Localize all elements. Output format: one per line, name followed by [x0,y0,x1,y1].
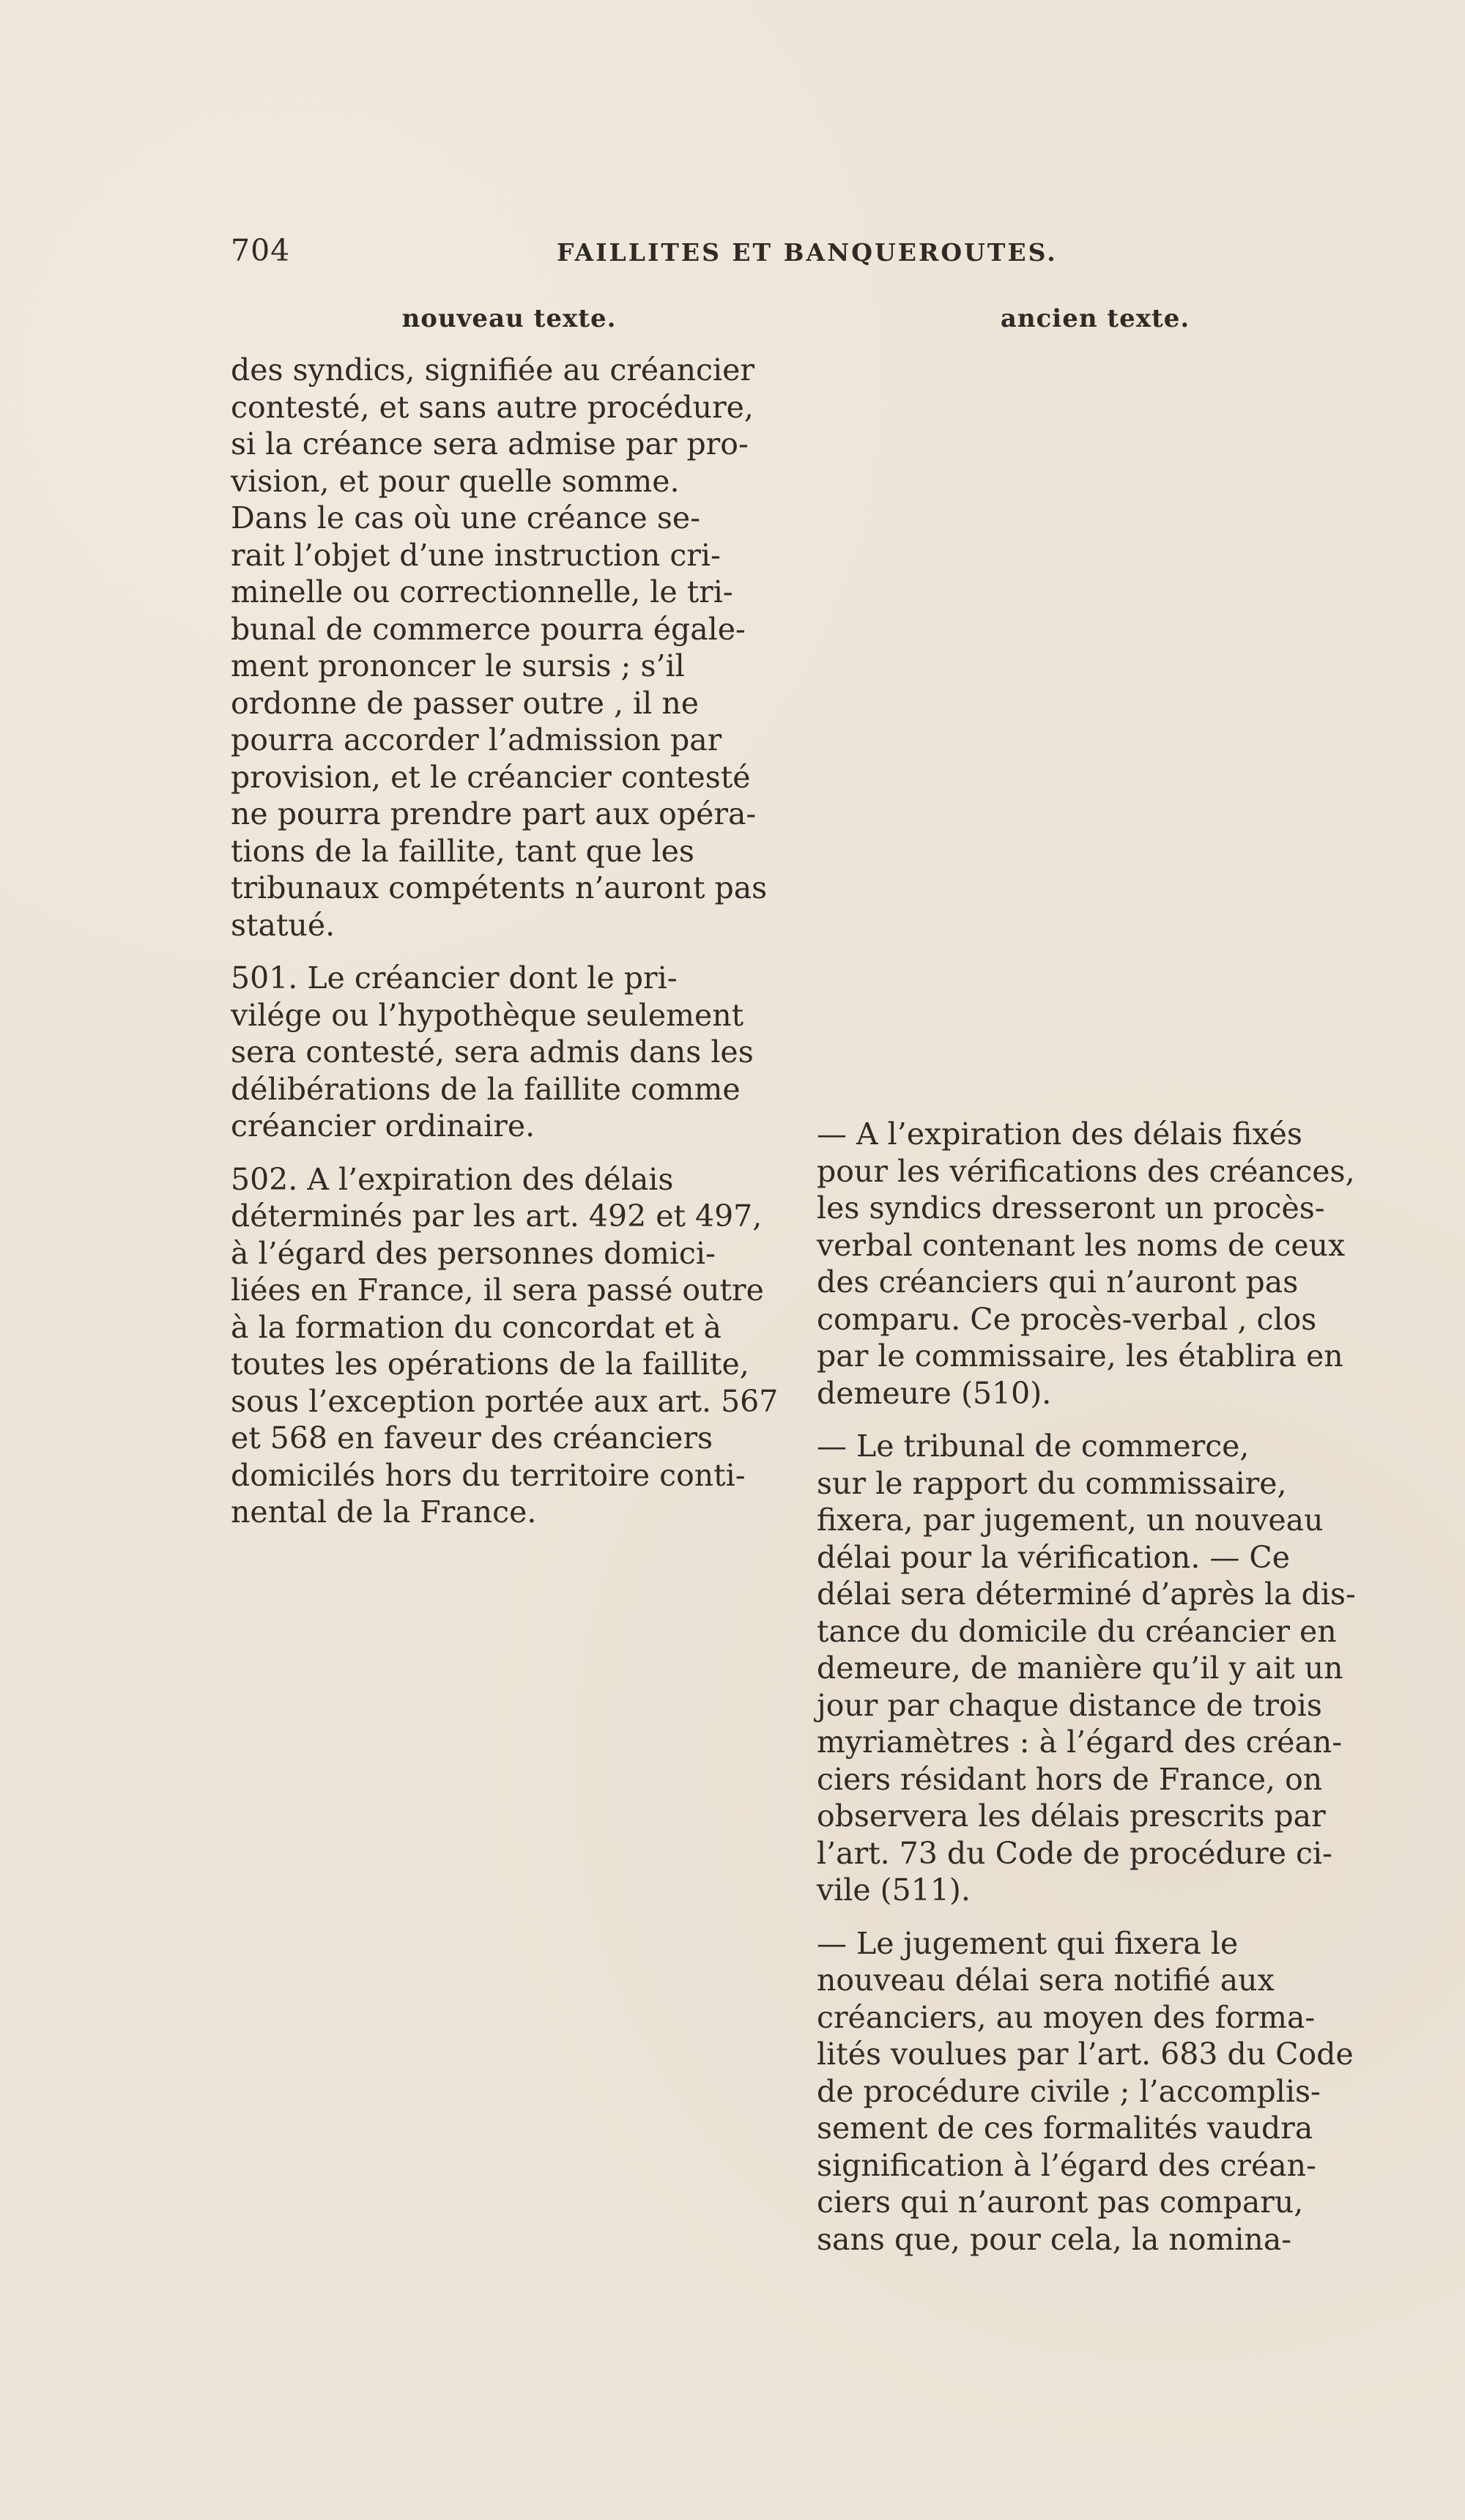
old-text-heading: ancien texte. [1000,304,1190,333]
right-paragraph-1: — A l’expiration des délais fixés pour les vérifications des créances, les syndics dresseront un procès- verbal contenant les noms de ceux des créanciers qui n’auront pas comparu. Ce procès-verbal , clos par le commissaire, les établira en demeure (510). [817,1116,1355,1411]
page-number: 704 [231,233,291,268]
left-paragraph-3: 501. Le créancier dont le pri- vilége ou l’hypothèque seulement sera contesté, sera admis dans les délibérations de la faillite comme créancier ordinaire. [231,960,754,1144]
left-paragraph-1: des syndics, signifiée au créancier contesté, et sans autre procédure, si la créance sera admise par pro- vision, et pour quelle somme. [231,352,754,499]
running-title: FAILLITES ET BANQUEROUTES. [557,238,1058,267]
new-text-column [231,304,787,1531]
old-text-column [817,304,1373,2258]
right-column-spacer [817,352,1373,1116]
right-paragraph-3: — Le jugement qui fixera le nouveau délai sera notifié aux créanciers, au moyen des forma- lités voulues par l’art. 683 du Code de procédure civile ; l’accomplis- sement de ces formalités vaudra signification à l’égard des créan- ciers qui n’auront pas comparu, sans que, pour cela, la nomina- [817,1925,1354,2257]
left-paragraph-4: 502. A l’expiration des délais déterminés par les art. 492 et 497, à l’égard des personnes domici- liées en France, il sera passé outre à la formation du concordat et à toutes les opérations de la faillite, sous l’exception portée aux art. 567 et 568 en faveur des créanciers domicilés hors du territoire conti- nental de la France. [231,1161,779,1530]
page-header [231,233,1238,277]
left-paragraph-2: Dans le cas où une créance se- rait l’objet d’une instruction cri- minelle ou correctionnelle, le tri- bunal de commerce pourra égale- ment prononcer le sursis ; s’il ordonne de passer outre , il ne pourra accorder l’admission par provision, et le créancier contesté ne pourra prendre part aux opéra- tions de la faillite, tant que les tribunaux compétents n’auront pas statué. [231,500,768,943]
right-paragraph-2: — Le tribunal de commerce, sur le rapport du commissaire, fixera, par jugement, un nouveau délai pour la vérification. — Ce délai sera déterminé d’après la dis- tance du domicile du créancier en demeure, de manière qu’il y ait un jour par chaque distance de trois myriamètres : à l’égard des créan- ciers résidant hors de France, on observera les délais prescrits par l’art. 73 du Code de procédure ci- vile (511). [817,1428,1356,1908]
new-text-heading: nouveau texte. [401,304,617,333]
